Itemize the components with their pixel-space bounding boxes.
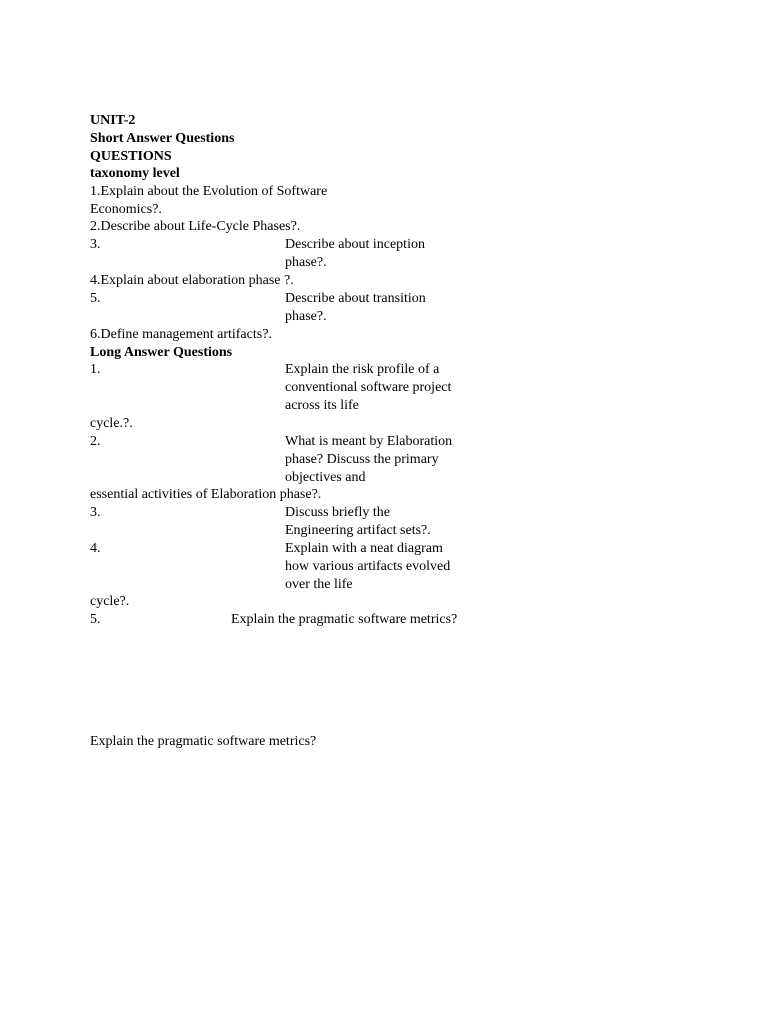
long-question-1-number: 1.	[90, 362, 101, 377]
short-question-3-number: 3.	[90, 237, 101, 252]
long-question-4-text: Explain with a neat diagram how various artifacts evolved over the life	[285, 541, 451, 592]
long-question-5-text: Explain the pragmatic software metrics?	[231, 612, 458, 627]
short-question-1-line-2: Economics?.	[90, 202, 162, 217]
short-question-4: 4.Explain about elaboration phase ?.	[90, 273, 294, 288]
short-question-6: 6.Define management artifacts?.	[90, 327, 272, 342]
long-question-2-number: 2.	[90, 434, 101, 449]
long-question-3-number: 3.	[90, 505, 101, 520]
long-question-1-tail: cycle.?.	[90, 416, 133, 431]
short-question-3-text: Describe about inception phase?.	[285, 237, 425, 270]
long-question-2-tail: essential activities of Elaboration phase?.	[90, 487, 322, 502]
long-question-4-tail: cycle?.	[90, 594, 130, 609]
long-question-4-number: 4.	[90, 541, 101, 556]
short-question-5-text: Describe about transition phase?.	[285, 291, 426, 324]
short-question-5-number: 5.	[90, 291, 101, 306]
long-question-5-number: 5.	[90, 612, 101, 627]
short-answer-heading: Short Answer Questions	[90, 131, 235, 146]
footer-question-text: Explain the pragmatic software metrics?	[90, 734, 317, 749]
short-question-2: 2.Describe about Life-Cycle Phases?.	[90, 219, 301, 234]
taxonomy-heading: taxonomy level	[90, 166, 180, 181]
unit-title: UNIT-2	[90, 113, 136, 128]
questions-heading: QUESTIONS	[90, 149, 172, 164]
long-answer-heading: Long Answer Questions	[90, 345, 233, 360]
long-question-2-text: What is meant by Elaboration phase? Discuss the primary objectives and	[285, 434, 453, 485]
long-question-1-text: Explain the risk profile of a conventional software project across its life	[285, 362, 452, 413]
long-question-3-text: Discuss briefly the Engineering artifact sets?.	[285, 505, 431, 538]
short-question-1-line-1: 1.Explain about the Evolution of Software	[90, 184, 328, 199]
